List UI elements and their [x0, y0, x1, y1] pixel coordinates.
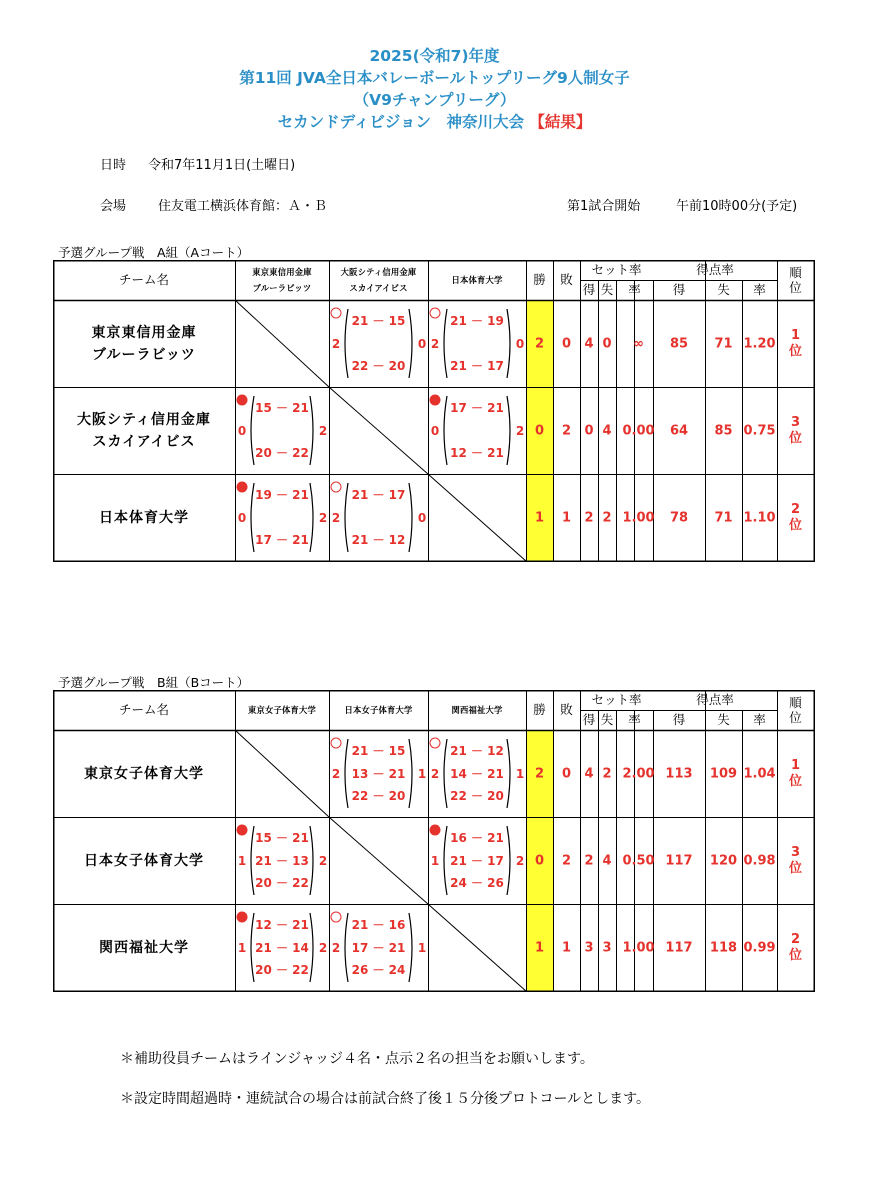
set-lost-value: 4: [602, 423, 612, 438]
set-score: 17 － 21: [255, 533, 309, 547]
sets-won: 2: [331, 510, 341, 525]
sets-lost: 2: [318, 510, 328, 525]
team-name: 大阪シティ信用金庫: [77, 411, 211, 428]
page-title-league: （V9チャンプリーグ）: [353, 91, 516, 109]
set-score: 20 － 22: [255, 446, 309, 460]
matchup-column-header-sub: ブルーラビッツ: [252, 282, 312, 293]
point-gain-value: 117: [665, 853, 693, 868]
set-score: 21 － 12: [351, 533, 406, 547]
loss-dot-icon: [430, 395, 441, 406]
left-bracket: [444, 739, 447, 808]
left-bracket: [251, 483, 254, 552]
right-bracket: [310, 483, 313, 552]
set-gain-header: 得: [582, 281, 596, 297]
set-rate-value: 1.00: [622, 940, 655, 955]
matchup-column-header: 東京女子体育大学: [248, 704, 316, 715]
sets-won: 2: [430, 766, 440, 781]
set-score: 17 － 21: [450, 401, 504, 415]
sets-won: 2: [331, 766, 341, 781]
team-name: 関西福祉大学: [99, 939, 189, 956]
page-title-division: [0, 110, 869, 132]
rank-value: 2 位: [788, 501, 803, 533]
result-tag: 【結果】: [529, 113, 592, 131]
start-value: 午前10時00分(予定): [676, 199, 798, 214]
right-bracket: [409, 483, 412, 552]
wins-value: 2: [534, 766, 545, 781]
losses-value: 2: [561, 853, 572, 868]
diagonal-cell: [429, 475, 527, 562]
set-score: 21 － 14: [255, 940, 309, 955]
loss-dot-icon: [237, 825, 248, 836]
set-score: 21 － 17: [351, 488, 406, 502]
sets-won: 2: [430, 336, 440, 351]
set-score: 15 － 21: [255, 401, 309, 415]
set-score: 12 － 21: [255, 918, 309, 932]
losses-value: 0: [561, 336, 572, 351]
diagonal-cell: [429, 905, 527, 992]
right-bracket: [507, 826, 510, 895]
matchup-column-header: 東京東信用金庫: [252, 266, 312, 277]
right-bracket: [310, 913, 313, 982]
wins-value: 0: [534, 423, 545, 438]
set-lost-value: 2: [602, 510, 612, 525]
wins-value: 1: [534, 940, 545, 955]
sets-won: 1: [237, 853, 247, 868]
right-bracket: [310, 396, 313, 465]
point-rate-value: 0.75: [743, 423, 776, 438]
set-rate-header: セット率: [591, 261, 642, 277]
date-value: 令和7年11月1日(土曜日): [148, 158, 296, 173]
left-bracket: [345, 739, 348, 808]
matchup-column-header-sub: スカイアイビス: [349, 282, 408, 293]
division-name: セカンドディビジョン 神奈川大会: [277, 113, 525, 131]
set-score: 21 － 15: [351, 744, 406, 758]
set-score: 21 － 17: [450, 853, 504, 868]
set-rate-sub-header: 率: [628, 281, 641, 297]
sets-lost: 2: [318, 853, 328, 868]
point-rate-header: 得点率: [696, 261, 734, 277]
group-a-table: [53, 260, 815, 562]
team-name-line2: ブルーラビッツ: [92, 346, 196, 363]
team-name-header: チーム名: [118, 271, 170, 287]
note-officials: ＊補助役員チームはラインジャッジ４名・点示２名の担当をお願いします。: [120, 1051, 594, 1067]
set-rate-value: 0.00: [622, 423, 655, 438]
set-score: 21 － 13: [255, 853, 309, 868]
sets-lost: 0: [515, 336, 525, 351]
rank-value: 2 位: [788, 931, 803, 963]
matchup-column-header: 大阪シティ信用金庫: [340, 266, 417, 277]
point-rate-sub-header: 率: [753, 281, 766, 297]
win-circle-icon: [331, 482, 342, 493]
set-rate-value: 1.00: [622, 510, 655, 525]
point-lost-value: 109: [709, 766, 738, 781]
team-name-header: チーム名: [118, 701, 170, 717]
set-lost-header: 失: [600, 281, 614, 297]
set-score: 22 － 20: [450, 789, 504, 803]
sets-won: 1: [237, 940, 247, 955]
win-circle-icon: [430, 308, 441, 319]
point-lost-value: 120: [709, 853, 738, 868]
wins-header: 勝: [533, 701, 546, 717]
sets-lost: 2: [515, 423, 525, 438]
losses-header: 敗: [560, 271, 573, 287]
date-label: 日時: [100, 158, 127, 173]
left-bracket: [345, 483, 348, 552]
diagonal-cell: [236, 301, 330, 388]
set-gain-value: 3: [584, 940, 594, 955]
losses-value: 2: [561, 423, 572, 438]
set-score: 13 － 21: [351, 766, 406, 781]
point-gain-value: 64: [669, 423, 689, 438]
set-rate-value: 0.50: [622, 853, 655, 868]
wins-header: 勝: [533, 271, 546, 287]
point-rate-value: 1.10: [743, 510, 776, 525]
sets-won: 1: [430, 853, 440, 868]
diagonal-cell: [236, 731, 330, 818]
sets-won: 2: [331, 336, 341, 351]
wins-value: 0: [534, 853, 545, 868]
sets-won: 2: [331, 940, 341, 955]
set-rate-sub-header: 率: [628, 711, 641, 727]
sets-lost: 2: [318, 423, 328, 438]
sets-won: 0: [430, 423, 440, 438]
set-rate-value: ∞: [633, 336, 644, 351]
sets-lost: 0: [417, 510, 427, 525]
point-rate-value: 0.98: [743, 853, 776, 868]
matchup-column-header: 関西福祉大学: [451, 704, 503, 715]
point-lost-value: 71: [714, 336, 733, 351]
left-bracket: [251, 826, 254, 895]
left-bracket: [444, 826, 447, 895]
losses-value: 1: [561, 510, 572, 525]
set-score: 22 － 20: [351, 359, 406, 373]
group-a-caption: 予選グループ戦 A組（Aコート）: [58, 245, 250, 260]
matchup-column-header: 日本女子体育大学: [344, 704, 413, 715]
right-bracket: [409, 739, 412, 808]
win-circle-icon: [430, 738, 441, 749]
diagonal-cell: [330, 818, 429, 905]
sets-won: 0: [237, 510, 247, 525]
sets-won: 0: [237, 423, 247, 438]
start-label: 第1試合開始: [567, 199, 641, 214]
loss-dot-icon: [237, 395, 248, 406]
set-lost-value: 0: [602, 336, 612, 351]
rank-value: 1 位: [788, 327, 803, 359]
wins-value: 2: [534, 336, 545, 351]
set-score: 22 － 20: [351, 789, 406, 803]
point-lost-value: 85: [714, 423, 733, 438]
wins-value: 1: [534, 510, 545, 525]
losses-value: 1: [561, 940, 572, 955]
right-bracket: [409, 913, 412, 982]
sets-lost: 1: [417, 940, 427, 955]
point-lost-header: 失: [717, 711, 730, 727]
team-name-line2: スカイアイビス: [92, 433, 196, 450]
rank-value: 3 位: [788, 414, 803, 446]
set-score: 24 － 26: [450, 876, 504, 890]
set-rate-value: 2.00: [622, 766, 655, 781]
matchup-column-header: 日本体育大学: [451, 274, 503, 285]
set-gain-value: 2: [584, 853, 594, 868]
left-bracket: [345, 309, 348, 378]
set-score: 21 － 19: [450, 314, 504, 328]
set-score: 21 － 17: [450, 359, 504, 373]
team-name: 東京女子体育大学: [84, 765, 204, 782]
set-gain-value: 0: [584, 423, 594, 438]
point-gain-value: 117: [665, 940, 693, 955]
set-lost-value: 2: [602, 766, 612, 781]
loss-dot-icon: [237, 912, 248, 923]
set-score: 20 － 22: [255, 876, 309, 890]
sets-lost: 1: [417, 766, 427, 781]
set-lost-header: 失: [600, 711, 614, 727]
set-score: 15 － 21: [255, 831, 309, 845]
point-rate-value: 0.99: [743, 940, 776, 955]
point-gain-value: 85: [669, 336, 689, 351]
set-lost-value: 3: [602, 940, 612, 955]
left-bracket: [251, 396, 254, 465]
page-title-year: 2025(令和7)年度: [369, 47, 500, 65]
rank-value: 3 位: [788, 844, 803, 876]
left-bracket: [444, 309, 447, 378]
win-circle-icon: [331, 308, 342, 319]
point-lost-value: 118: [709, 940, 738, 955]
point-rate-header: 得点率: [696, 691, 734, 707]
rank-header: 順 位: [789, 265, 802, 295]
left-bracket: [345, 913, 348, 982]
right-bracket: [409, 309, 412, 378]
set-gain-header: 得: [582, 711, 596, 727]
venue-label: 会場: [100, 199, 127, 214]
set-score: 20 － 22: [255, 963, 309, 977]
set-gain-value: 2: [584, 510, 594, 525]
losses-header: 敗: [560, 701, 573, 717]
set-score: 21 － 16: [351, 918, 406, 932]
point-gain-value: 78: [669, 510, 689, 525]
rank-value: 1 位: [788, 757, 803, 789]
right-bracket: [507, 396, 510, 465]
right-bracket: [507, 309, 510, 378]
losses-value: 0: [561, 766, 572, 781]
set-gain-value: 4: [584, 336, 594, 351]
point-rate-value: 1.20: [743, 336, 776, 351]
set-score: 26 － 24: [351, 963, 406, 977]
point-gain-header: 得: [672, 711, 686, 727]
sets-lost: 2: [318, 940, 328, 955]
win-circle-icon: [331, 738, 342, 749]
point-gain-header: 得: [672, 281, 686, 297]
group-b-table: [53, 690, 815, 992]
set-gain-value: 4: [584, 766, 594, 781]
point-rate-sub-header: 率: [753, 711, 766, 727]
point-gain-value: 113: [665, 766, 693, 781]
set-lost-value: 4: [602, 853, 612, 868]
rank-header: 順 位: [789, 695, 802, 725]
set-score: 16 － 21: [450, 831, 504, 845]
point-lost-value: 71: [714, 510, 733, 525]
set-score: 21 － 12: [450, 744, 504, 758]
sets-lost: 1: [515, 766, 525, 781]
left-bracket: [444, 396, 447, 465]
team-name: 日本体育大学: [99, 509, 189, 526]
point-lost-header: 失: [717, 281, 730, 297]
loss-dot-icon: [237, 482, 248, 493]
group-b-caption: 予選グループ戦 B組（Bコート）: [58, 675, 250, 690]
sets-lost: 2: [515, 853, 525, 868]
sets-lost: 0: [417, 336, 427, 351]
set-rate-header: セット率: [591, 691, 642, 707]
note-protocol: ＊設定時間超過時・連続試合の場合は前試合終了後１５分後プロトコールとします。: [120, 1091, 651, 1107]
left-bracket: [251, 913, 254, 982]
page-title-tournament: 第11回 JVA全日本バレーボールトップリーグ9人制女子: [239, 69, 630, 87]
set-score: 17 － 21: [351, 940, 406, 955]
team-name: 東京東信用金庫: [91, 324, 197, 341]
win-circle-icon: [331, 912, 342, 923]
set-score: 14 － 21: [450, 766, 504, 781]
team-name: 日本女子体育大学: [84, 852, 204, 869]
right-bracket: [310, 826, 313, 895]
set-score: 19 － 21: [255, 488, 309, 502]
loss-dot-icon: [430, 825, 441, 836]
set-score: 12 － 21: [450, 446, 504, 460]
venue-value: 住友電工横浜体育館：Ａ・Ｂ: [158, 199, 328, 214]
point-rate-value: 1.04: [743, 766, 776, 781]
right-bracket: [507, 739, 510, 808]
set-score: 21 － 15: [351, 314, 406, 328]
diagonal-cell: [330, 388, 429, 475]
